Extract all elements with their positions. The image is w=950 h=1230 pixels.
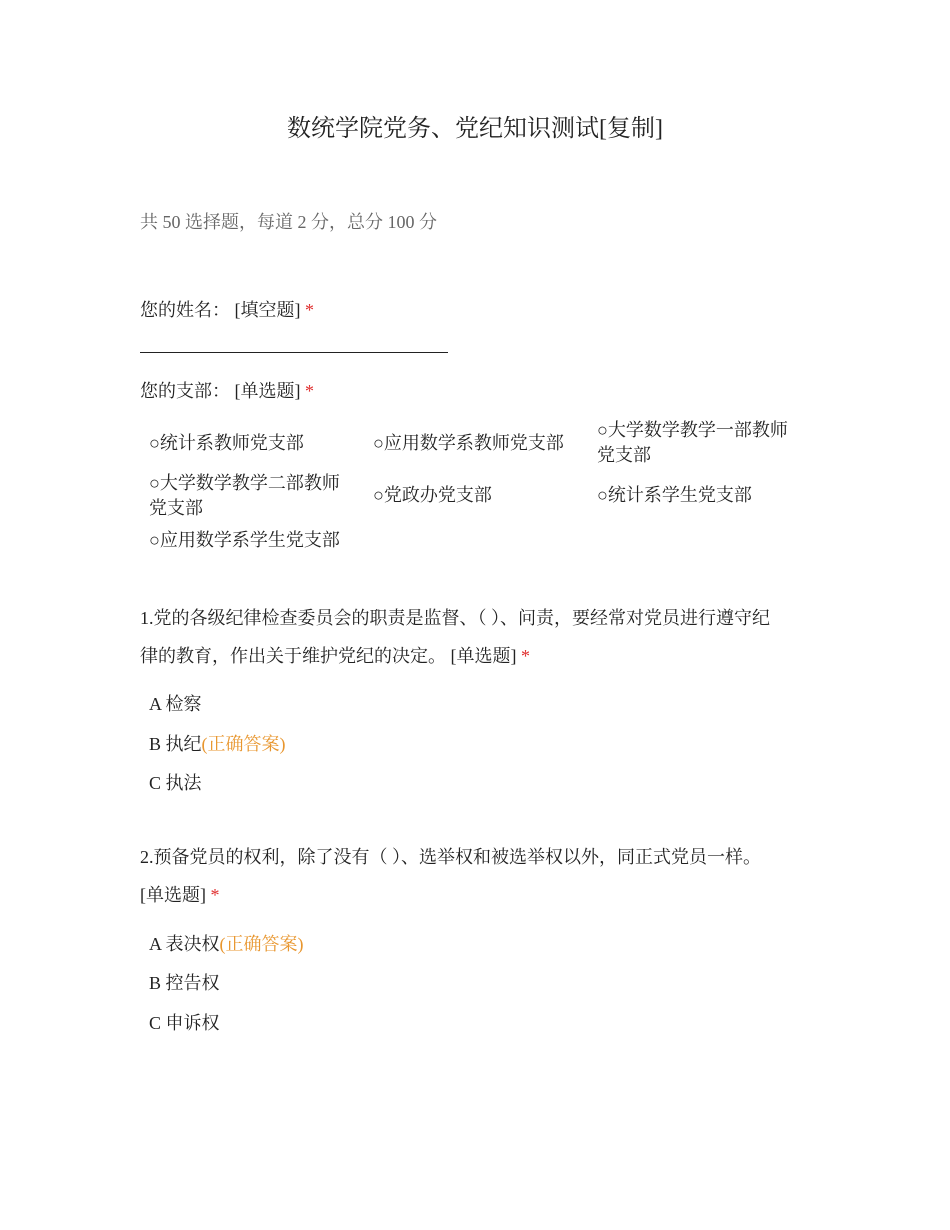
question-1-text-continued: 律的教育，作出关于维护党纪的决定。: [140, 646, 446, 666]
required-marker: *: [305, 381, 314, 401]
option-text: A 检察: [149, 694, 202, 714]
name-question-text: 您的姓名：: [140, 300, 230, 320]
branch-option[interactable]: ○党政办党支部: [373, 485, 492, 505]
question-1-option-c[interactable]: [149, 769, 202, 795]
option-text: C 执法: [149, 773, 202, 793]
question-1-option-a[interactable]: [149, 690, 202, 716]
option-text: C 申诉权: [149, 1013, 220, 1033]
question-1-line-2: [140, 637, 530, 675]
branch-option[interactable]: ○大学数学教学一部教师党支部: [597, 420, 788, 465]
name-answer-line[interactable]: [140, 352, 448, 353]
correct-answer-label: (正确答案): [201, 734, 286, 754]
question-2-option-b[interactable]: [149, 969, 220, 995]
question-2-option-c[interactable]: [149, 1009, 220, 1035]
name-question-type: [填空题]: [234, 300, 301, 320]
question-2-option-a[interactable]: [149, 930, 304, 956]
branch-option[interactable]: ○应用数学系教师党支部: [373, 433, 564, 453]
branch-question-label: [140, 372, 314, 410]
option-text: B 执纪: [149, 734, 202, 754]
branch-option[interactable]: ○统计系学生党支部: [597, 485, 752, 505]
option-text: B 控告权: [149, 973, 220, 993]
branch-option[interactable]: ○统计系教师党支部: [149, 433, 304, 453]
question-1-option-b[interactable]: [149, 730, 286, 756]
required-marker: *: [521, 646, 530, 666]
question-2-type: [单选题]: [140, 885, 206, 905]
branch-question-text: 您的支部：: [140, 381, 230, 401]
question-1-type: [单选题]: [450, 646, 517, 666]
question-2-line-2: [140, 876, 220, 914]
branch-question-type: [单选题]: [234, 381, 301, 401]
required-marker: *: [210, 885, 220, 905]
name-question-label: [140, 291, 314, 329]
branch-option[interactable]: ○应用数学系学生党支部: [149, 530, 340, 550]
page-title: 数统学院党务、党纪知识测试[复制]: [287, 116, 663, 142]
correct-answer-label: (正确答案): [219, 934, 304, 954]
option-text: A 表决权: [149, 934, 220, 954]
required-marker: *: [305, 300, 314, 320]
branch-option[interactable]: ○大学数学教学二部教师党支部: [149, 473, 340, 518]
survey-summary: 共 50 选择题，每道 2 分，总分 100 分: [140, 212, 437, 232]
question-1-line-1: 1.党的各级纪律检查委员会的职责是监督、（ ）、问责，要经常对党员进行遵守纪: [140, 608, 770, 628]
question-2-line-1: 2.预备党员的权利，除了没有（ ）、选举权和被选举权以外，同正式党员一样。: [140, 847, 761, 867]
